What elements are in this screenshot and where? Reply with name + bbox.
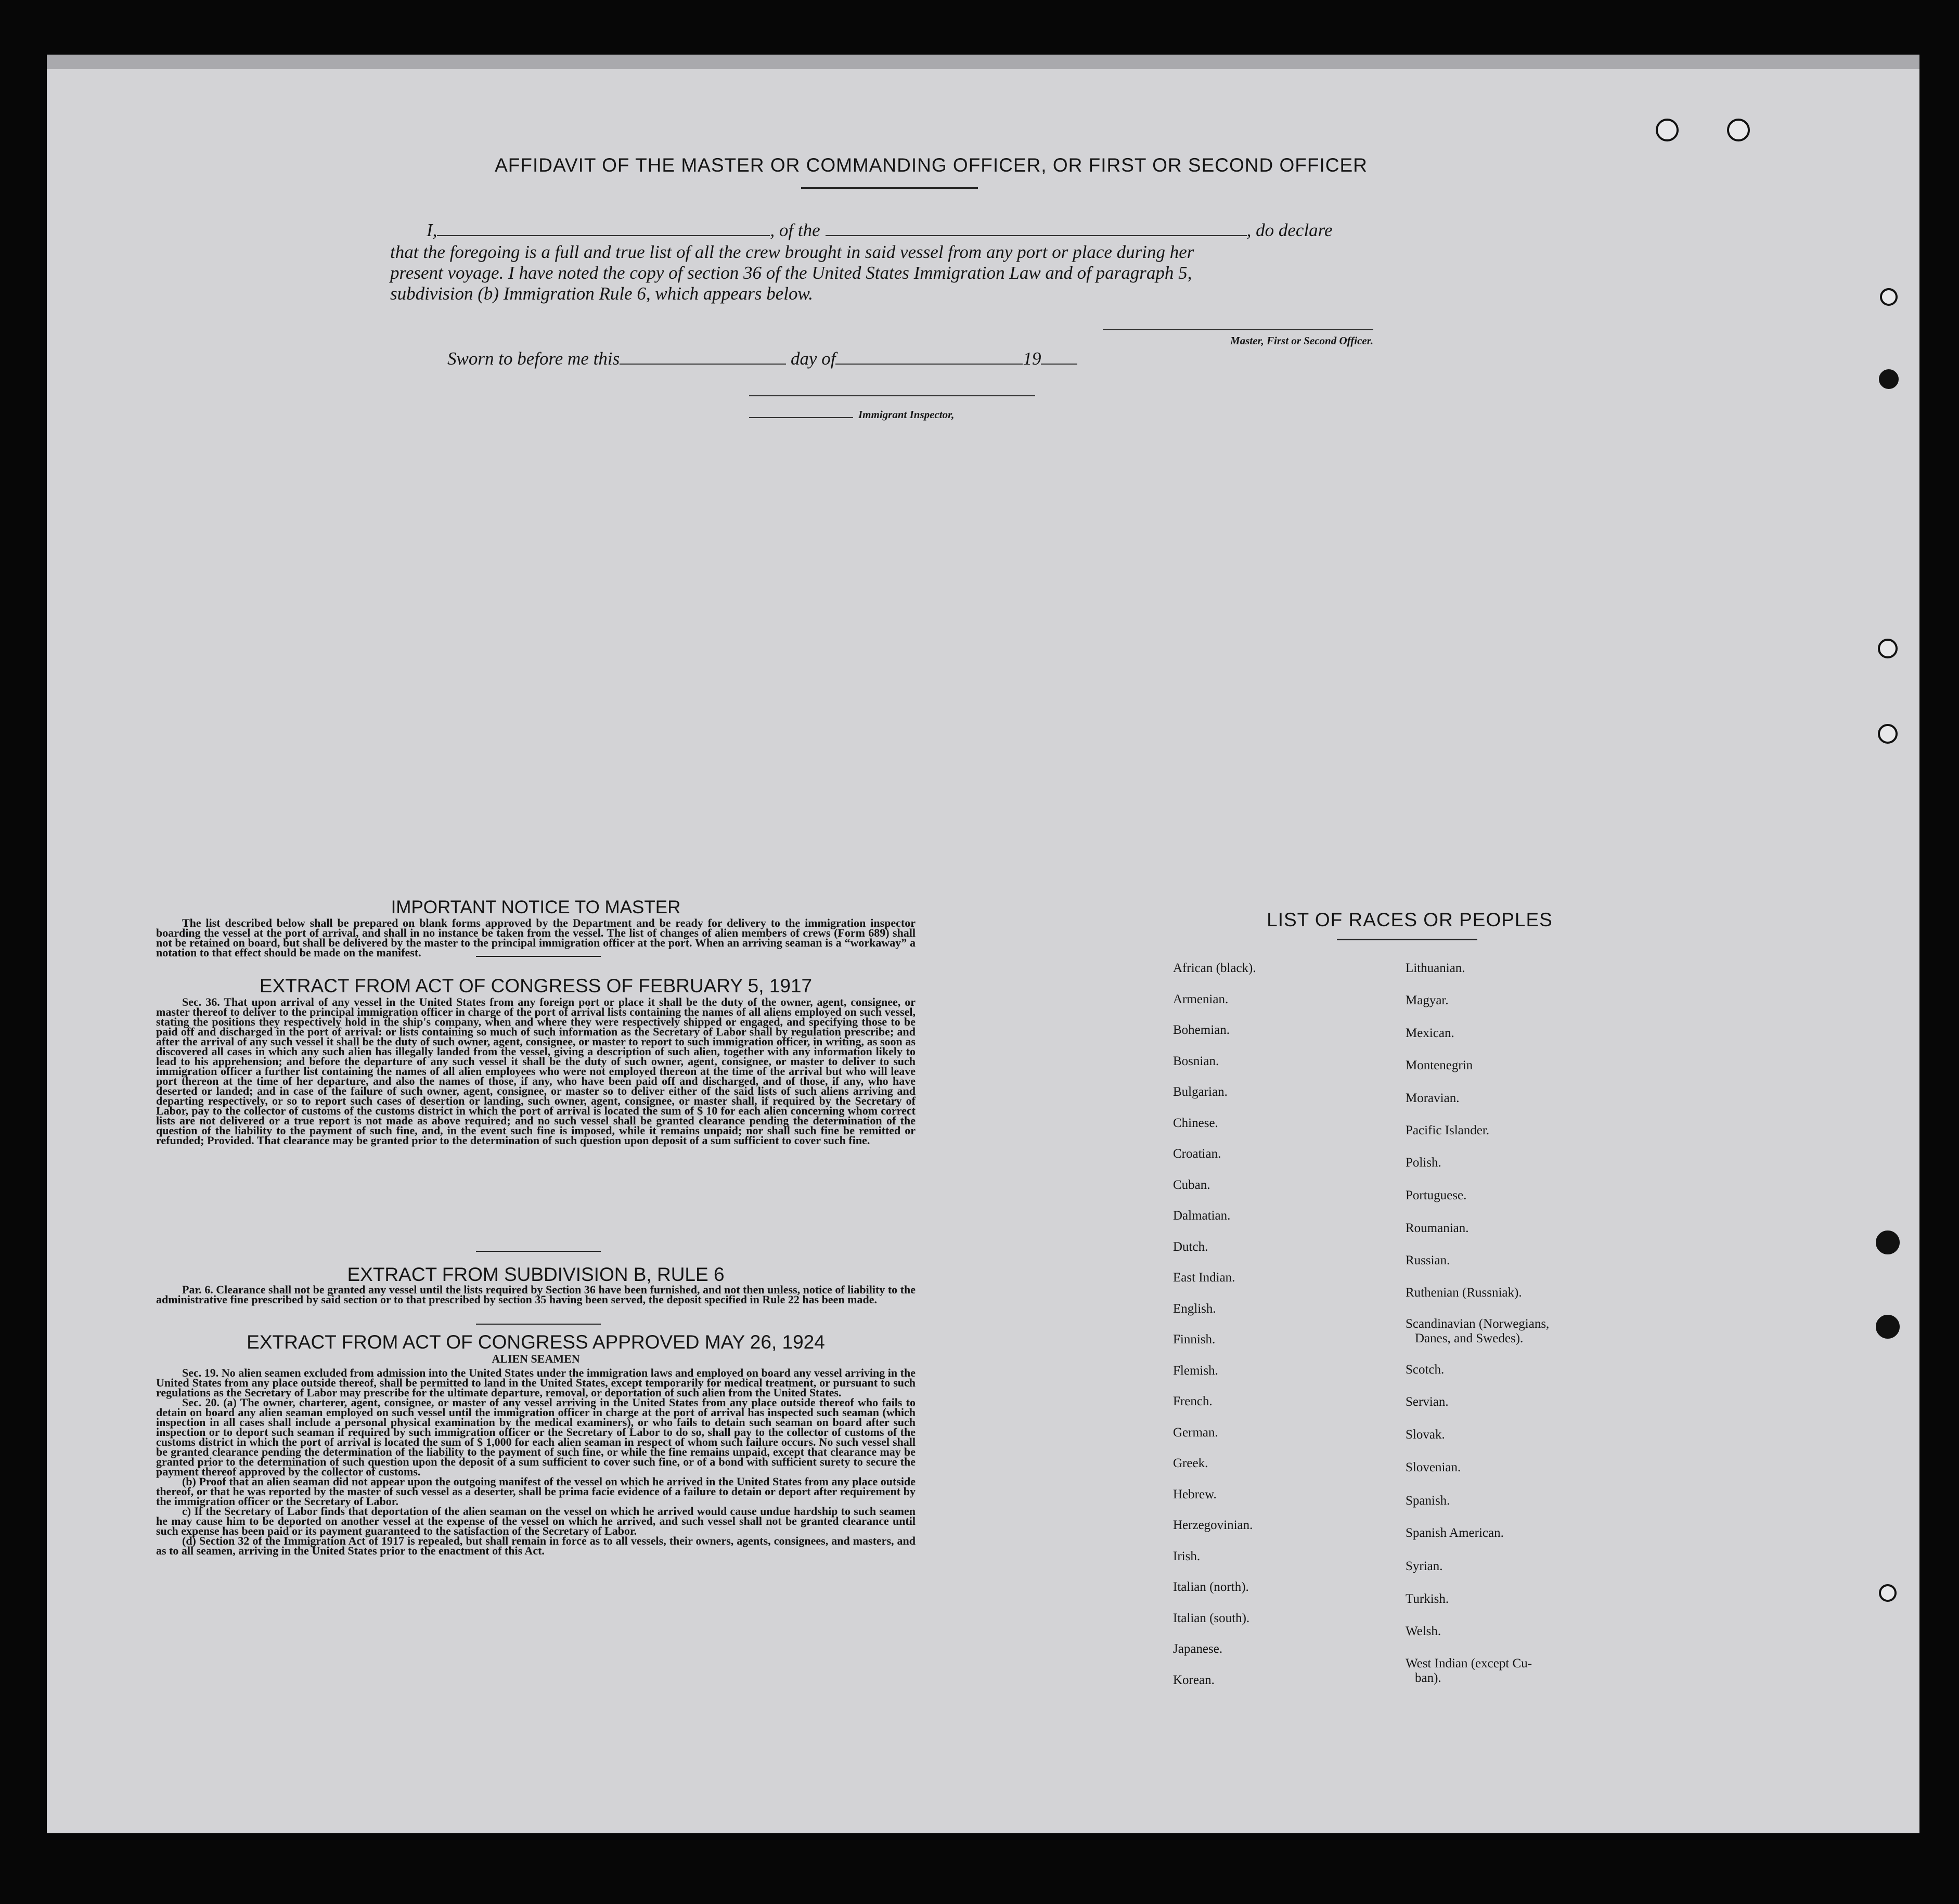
race-item: Cuban. — [1173, 1177, 1210, 1192]
sworn-month-blank[interactable] — [835, 364, 1023, 365]
sworn-day-blank[interactable] — [620, 364, 786, 365]
punch-hole — [1879, 369, 1899, 389]
extract-1924-body — [156, 1368, 916, 1556]
sworn-line — [447, 348, 1077, 369]
affidavit-line-4: subdivision (b) Immigration Rule 6, which appears below. — [390, 283, 814, 304]
race-item: West Indian (except Cu- — [1406, 1656, 1532, 1670]
race-item: Bosnian. — [1173, 1054, 1219, 1068]
race-item: Italian (north). — [1173, 1580, 1249, 1594]
race-item: Roumanian. — [1406, 1221, 1469, 1235]
race-item: Welsh. — [1406, 1624, 1441, 1638]
affidavit-line-3: present voyage. I have noted the copy of section 36 of the United States Immigration Law and of paragraph 5, — [390, 263, 1192, 283]
race-item: Greek. — [1173, 1456, 1208, 1470]
inspector-label: Immigrant Inspector, — [858, 408, 955, 421]
extract-1924-subtitle: ALIEN SEAMEN — [492, 1352, 580, 1365]
race-item: Pacific Islander. — [1406, 1123, 1490, 1137]
race-item: Servian. — [1406, 1395, 1449, 1409]
extract-1917-title: EXTRACT FROM ACT OF CONGRESS OF FEBRUARY 5, 1917 — [259, 975, 813, 996]
punch-hole — [1727, 119, 1750, 141]
punch-hole — [1876, 1231, 1900, 1254]
race-item: Polish. — [1406, 1156, 1441, 1170]
race-item: Croatian. — [1173, 1147, 1221, 1161]
extract-1917-rule — [476, 1251, 601, 1252]
rule6-title: EXTRACT FROM SUBDIVISION B, RULE 6 — [347, 1264, 725, 1285]
affidavit-of-the: , of the — [770, 220, 820, 240]
race-item: Montenegrin — [1406, 1058, 1473, 1072]
master-signature-label: Master, First or Second Officer. — [1230, 334, 1373, 347]
race-item: Dutch. — [1173, 1239, 1208, 1254]
race-item: Danes, and Swedes). — [1415, 1331, 1524, 1345]
race-item: Moravian. — [1406, 1091, 1460, 1105]
race-item: Scotch. — [1406, 1363, 1445, 1377]
race-item: Slovak. — [1406, 1428, 1445, 1442]
race-item: Armenian. — [1173, 992, 1229, 1006]
day-of-text: day of — [790, 348, 836, 369]
sec20c-paragraph: c) If the Secretary of Labor finds that deportation of the alien seaman on the vessel on which he arrived would cause undue hardship to such seamen he may cause him to be deported on another vessel at the expense of the vessel on which he arrived, and such vessel shall not be granted clearance until such expense has been paid or its payment guaranteed to the satisfaction of the Secretary of Labor. — [156, 1505, 916, 1537]
punch-hole — [1880, 288, 1898, 306]
affidavit-title: AFFIDAVIT OF THE MASTER OR COMMANDING OFFICER, OR FIRST OR SECOND OFFICER — [495, 154, 1368, 176]
extract-1924-title: EXTRACT FROM ACT OF CONGRESS APPROVED MAY 26, 1924 — [247, 1331, 825, 1353]
name-blank[interactable] — [437, 235, 770, 236]
race-item: Flemish. — [1173, 1363, 1218, 1378]
race-item: French. — [1173, 1394, 1213, 1408]
race-item: Russian. — [1406, 1253, 1450, 1267]
sec20b-paragraph: (b) Proof that an alien seaman did not appear upon the outgoing manifest of the vessel on which he arrived in the United States from any place outside thereof, or that he was reported by the master of such vessel as a deserter, shall be prima facie evidence of a failure to detain or deport after requirement by the immigration officer or the Secretary of Labor. — [156, 1475, 916, 1508]
race-item: Scandinavian (Norwegians, — [1406, 1317, 1550, 1331]
inspector-line-bottom[interactable] — [749, 417, 853, 418]
year-prefix: 19 — [1023, 348, 1041, 369]
document-sheet — [47, 55, 1919, 1833]
race-item: Syrian. — [1406, 1559, 1443, 1573]
race-item: Finnish. — [1173, 1332, 1216, 1346]
race-item: Italian (south). — [1173, 1611, 1250, 1625]
races-title-rule — [1337, 939, 1477, 940]
race-item: Turkish. — [1406, 1592, 1449, 1606]
race-item: East Indian. — [1173, 1271, 1235, 1285]
sworn-year-blank[interactable] — [1041, 364, 1077, 365]
punch-hole — [1879, 1584, 1897, 1602]
notice-title: IMPORTANT NOTICE TO MASTER — [391, 897, 681, 917]
race-item: Bohemian. — [1173, 1023, 1230, 1037]
race-item: Dalmatian. — [1173, 1209, 1231, 1223]
inspector-line-top[interactable] — [749, 395, 1035, 396]
race-item: Korean. — [1173, 1673, 1215, 1687]
master-signature-line[interactable] — [1103, 329, 1373, 330]
punch-hole — [1656, 119, 1679, 141]
affidavit-line-2: that the foregoing is a full and true list of all the crew brought in said vessel from any port or place during her — [390, 242, 1194, 262]
rule6-body: Par. 6. Clearance shall not be granted any vessel until the lists required by Section 36 have been furnished, and not then unless, notice of liability to the administrative fine prescribed by said section or to that prescribed by section 35 having been served, the deposit specified in Rule 22 has been made. — [156, 1283, 916, 1306]
punch-hole — [1878, 639, 1898, 658]
race-item: German. — [1173, 1425, 1218, 1440]
sworn-text: Sworn to before me this — [447, 348, 620, 369]
notice-rule — [476, 956, 601, 957]
race-item: Spanish American. — [1406, 1526, 1504, 1540]
race-item: Mexican. — [1406, 1026, 1454, 1040]
vessel-blank[interactable] — [826, 235, 1247, 236]
rule6-rule — [476, 1324, 601, 1325]
race-item: Ruthenian (Russniak). — [1406, 1286, 1522, 1300]
extract-1917-body: Sec. 36. That upon arrival of any vessel in the United States from any foreign port or place it shall be the duty of the owner, agent, consignee, or master thereof to deliver to the principal immigration officer in charge of the port of arrival lists containing the names of all aliens employed on such vessel, stating the positions they respectively hold in the ship's company, when and where they were respectively shipped or engaged, and specifying those to be paid off and discharged in the port of arrival: or lists containing so much of such information as the Secretary of Labor shall by regulation prescribe; and after the arrival of any such vessel it shall be the duty of such owner, agent, consignee, or master to report to such immigration officer, in writing, as soon as discovered all cases in which any such alien has illegally landed from the vessel, giving a description of such alien, together with any information likely to lead to his apprehension; and before the departure of any such vessel it shall be the duty of such owner, agent, consignee, or master to deliver to such immigration officer a further list containing the names of all alien employees who were not employed thereon at the time of the arrival but who will leave port thereon at the time of her departure, and also the names of those, if any, who have been paid off and discharged, and of those, if any, who have deserted or landed; and in case of the failure of such owner, agent, consignee, or master so to deliver either of the said lists of such aliens arriving and departing respectively, or so to report such cases of desertion or landing, such owner, agent, consignee, or master shall, if required by the Secretary of Labor, pay to the collector of customs of the customs district in which the port of arrival is located the sum of $ 10 for each alien concerning whom correct lists are not delivered or a true report is not made as above required; and no such vessel shall be granted clearance pending the determination of the question of the liability to the payment of such fine, and, in the event such fine is imposed, while it remains unpaid; nor shall such fine be remitted or refunded; Provided. That clearance may be granted prior to the determination of such question upon deposit of a sum sufficient to cover such fine. — [156, 995, 916, 1147]
punch-hole — [1876, 1315, 1900, 1339]
title-rule — [801, 187, 978, 189]
race-item: Bulgarian. — [1173, 1085, 1228, 1099]
affidavit-i: I, — [427, 220, 437, 240]
race-item: English. — [1173, 1301, 1216, 1316]
notice-body: The list described below shall be prepared on blank forms approved by the Department and be ready for delivery to the immigration inspector boarding the vessel at the port of arrival, and shall in no instance be taken from the vessel. The list of changes of alien members of crews (Form 689) shall not be retained on board, but shall be delivered by the master to the principal immigration officer at the port. When an arriving seaman is a “workaway” a notation to that effect should be made on the manifest. — [156, 916, 916, 959]
race-item: Irish. — [1173, 1549, 1201, 1563]
race-item: Hebrew. — [1173, 1487, 1217, 1501]
race-item: Slovenian. — [1406, 1460, 1461, 1474]
race-item: Herzegovinian. — [1173, 1518, 1253, 1532]
race-item: Portuguese. — [1406, 1188, 1467, 1202]
page-shadow — [47, 55, 1919, 69]
race-item: Chinese. — [1173, 1116, 1218, 1130]
affidavit-do-declare: , do declare — [1246, 220, 1333, 240]
race-item: Magyar. — [1406, 993, 1449, 1007]
affidavit-line-1 — [427, 220, 1333, 241]
race-item: ban). — [1415, 1671, 1441, 1685]
race-item: African (black). — [1173, 961, 1256, 975]
race-item: Spanish. — [1406, 1494, 1450, 1508]
race-item: Lithuanian. — [1406, 961, 1465, 975]
sec19-paragraph: Sec. 19. No alien seamen excluded from admission into the United States under the immigration laws and employed on board any vessel arriving in the United States from any place outside thereof, shall be permitted to land in the United States, except temporarily for medical treatment, or pursuant to such regulations as the Secretary of Labor may prescribe for the ultimate departure, removal, or deportation of such alien from the United States. — [156, 1366, 916, 1399]
race-item: Japanese. — [1173, 1642, 1223, 1656]
sec20a-paragraph: Sec. 20. (a) The owner, charterer, agent, consignee, or master of any vessel arriving in the United States from any place outside thereof who fails to detain on board any alien seaman employed on such vessel until the immigration officer in charge at the port of arrival has inspected such seaman (which inspection in all cases shall include a personal physical examination by the medical examiners), or who fails to detain such seaman on board after such inspection or to deport such seaman if required by such immigration officer or the Secretary of Labor to do so, shall pay to the collector of customs of the customs district in which the port of arrival is located the sum of $ 1,000 for each alien seaman in respect of whom such failure occurs. No such vessel shall be granted clearance pending the determination of the liability to the payment of such fine, or while the fine remains unpaid, except that clearance may be granted prior to the determination of such question upon the deposit of a sum sufficient to cover such fine, or of a bond with sufficient surety to secure the payment thereof approved by the collector of customs. — [156, 1396, 916, 1478]
races-title: LIST OF RACES OR PEOPLES — [1267, 909, 1553, 930]
punch-hole — [1878, 724, 1898, 744]
sec20d-paragraph: (d) Section 32 of the Immigration Act of 1917 is repealed, but shall remain in force as to all vessels, their owners, agents, consignees, and masters, and as to all seamen, arriving in the United States prior to the enactment of this Act. — [156, 1534, 916, 1557]
